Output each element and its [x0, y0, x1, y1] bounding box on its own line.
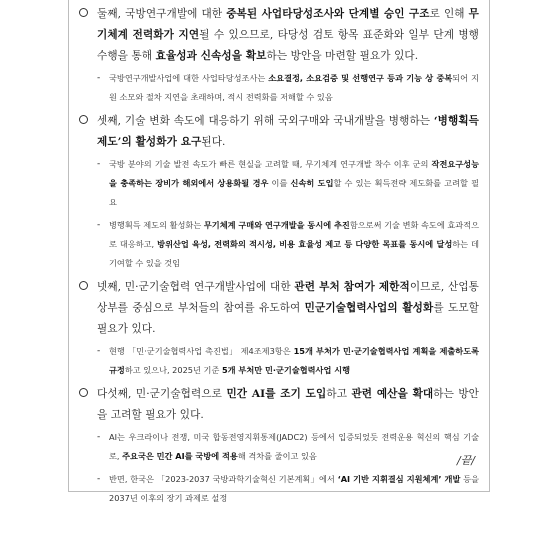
- text-run: 이를: [268, 178, 291, 188]
- text-run: 둘째, 국방연구개발에 대한: [97, 8, 227, 20]
- paragraph-text: [97, 111, 479, 153]
- bold-text-run: 주요국은 민간 AI를 국방에 적용: [122, 451, 238, 461]
- bold-text-run: 방위산업 육성, 전력화의 적시성, 비용 효율성 제고 등 다양한 목표를 동시에 달성: [157, 239, 453, 249]
- sub-item-text: [109, 69, 479, 107]
- text-run: 등을 2037년 이후의 장기 과제로 설정: [109, 474, 479, 503]
- text-run: 국방연구개발사업에 대한 사업타당성조사는: [109, 73, 269, 83]
- text-run: 하고 있으나, 2025년 기준: [124, 365, 222, 375]
- bold-text-run: 15개 부처가 민·군기술협력사업 계획을 제출하도록 규정: [109, 346, 480, 375]
- text-run: 다섯째, 민·군기술협력으로: [97, 388, 227, 400]
- text-run: 국방 분야의 기술 발전 속도가 빠른 현실을 고려할 때, 무기체계 연구개발 착수 이후 군의: [109, 159, 432, 169]
- circle-bullet-icon: [79, 388, 88, 397]
- sub-item: [97, 470, 479, 508]
- bold-text-run: 중복된 사업타당성조사와 단계별 승인 구조: [226, 8, 430, 20]
- dash-bullet-icon: -: [97, 159, 101, 169]
- dash-bullet-icon: -: [97, 73, 101, 83]
- paragraph-second: [79, 4, 479, 67]
- circle-bullet-icon: [79, 115, 88, 124]
- text-run: 함으로써 기술 변화 속도에 효과적으로 대응하고,: [109, 220, 480, 249]
- dash-bullet-icon: -: [97, 474, 101, 484]
- text-run: 된다.: [201, 136, 226, 148]
- paragraph-third: [79, 111, 479, 153]
- paragraph-text: [97, 384, 479, 426]
- text-run: 하는 데 기여할 수 있을 것임: [109, 239, 479, 268]
- text-run: 를 도모할 필요가 있다.: [97, 302, 479, 335]
- text-run: 셋째, 기술 변화 속도에 대응하기 위해 국외구매와 국내개발을 병행하는: [97, 115, 434, 127]
- document-body: [79, 4, 479, 512]
- bold-text-run: 5개 부처만 민·군기술협력사업 시행: [221, 365, 351, 375]
- text-run: AI는 우크라이나 전쟁, 미국 합동전영지휘통제(JADC2) 등에서 입증되었듯 전력운용 혁신의 핵심 기술로,: [109, 432, 479, 461]
- text-run: 하는 방안을 마련할 필요가 있다.: [266, 50, 419, 62]
- bold-text-run: 민간 AI를 조기 도입: [226, 388, 327, 400]
- text-run: 할 수 있는 획득전략 제도화를 고려할 필요: [109, 178, 479, 207]
- text-run: 되어 지원 소모와 절차 지연을 초래하며, 적시 전력화를 저해할 수 있음: [109, 73, 479, 102]
- sub-item-text: [109, 342, 479, 380]
- paragraph-fourth: [79, 277, 479, 340]
- bold-text-run: ‘AI 기반 지휘결심 지원체계’ 개발: [337, 474, 461, 484]
- text-run: 현행 「민·군기술협력사업 촉진법」 제4조제3항은: [109, 346, 294, 356]
- text-run: 하는 방안을 고려할 필요가 있다.: [97, 388, 480, 421]
- bold-text-run: 무기체계 전력화가 지연: [97, 8, 480, 41]
- paragraph-text: [97, 4, 479, 67]
- sub-item-text: [109, 428, 479, 466]
- bold-text-run: 효율성과 신속성을 확보: [155, 50, 267, 62]
- bold-text-run: 신속히 도입: [290, 178, 334, 188]
- bold-text-run: ‘병행획득 제도’의 활성화가 요구: [97, 115, 479, 148]
- text-run: 될 수 있으므로, 타당성 검토 항목 표준화와 일부 단계 병행 수행을 통해: [97, 29, 479, 62]
- sub-item: [97, 216, 479, 273]
- circle-bullet-icon: [79, 8, 88, 17]
- dash-bullet-icon: -: [97, 432, 101, 442]
- bold-text-run: 작전요구성능을 충족하는 장비가 해외에서 상용화될 경우: [109, 159, 479, 188]
- bold-text-run: 관련 예산을 확대: [351, 388, 434, 400]
- text-run: 넷째, 민·군기술협력 연구개발사업에 대한: [97, 281, 295, 293]
- text-run: 하고: [326, 388, 352, 400]
- bold-text-run: 무기체계 구매와 연구개발을 동시에 추진: [203, 220, 350, 230]
- sub-item: [97, 342, 479, 380]
- text-run: 해 격차를 줄이고 있음: [237, 451, 317, 461]
- sub-item: [97, 155, 479, 212]
- bold-text-run: 소요결정, 소요검증 및 선행연구 등과 기능 상 중복: [268, 73, 453, 83]
- text-run: 이므로, 산업통상부를 중심으로 부처들의 참여를 유도하여: [97, 281, 479, 314]
- sub-item-text: [109, 470, 479, 508]
- dash-bullet-icon: -: [97, 220, 101, 230]
- end-mark: /끝/: [456, 454, 475, 467]
- circle-bullet-icon: [79, 281, 88, 290]
- dash-bullet-icon: -: [97, 346, 101, 356]
- bold-text-run: 민군기술협력사업의 활성화: [304, 302, 434, 314]
- sub-item: [97, 69, 479, 107]
- bold-text-run: 관련 부처 참여가 제한적: [294, 281, 410, 293]
- sub-item-text: [109, 216, 479, 273]
- text-run: 로 인해: [429, 8, 469, 20]
- paragraph-fifth: [79, 384, 479, 426]
- sub-item: [97, 428, 479, 466]
- text-run: 반면, 한국은 「2023-2037 국방과학기술혁신 기본계획」에서: [109, 474, 338, 484]
- sub-item-text: [109, 155, 479, 212]
- paragraph-text: [97, 277, 479, 340]
- text-run: 병행획득 제도의 활성화는: [109, 220, 204, 230]
- document-page: [68, 0, 490, 503]
